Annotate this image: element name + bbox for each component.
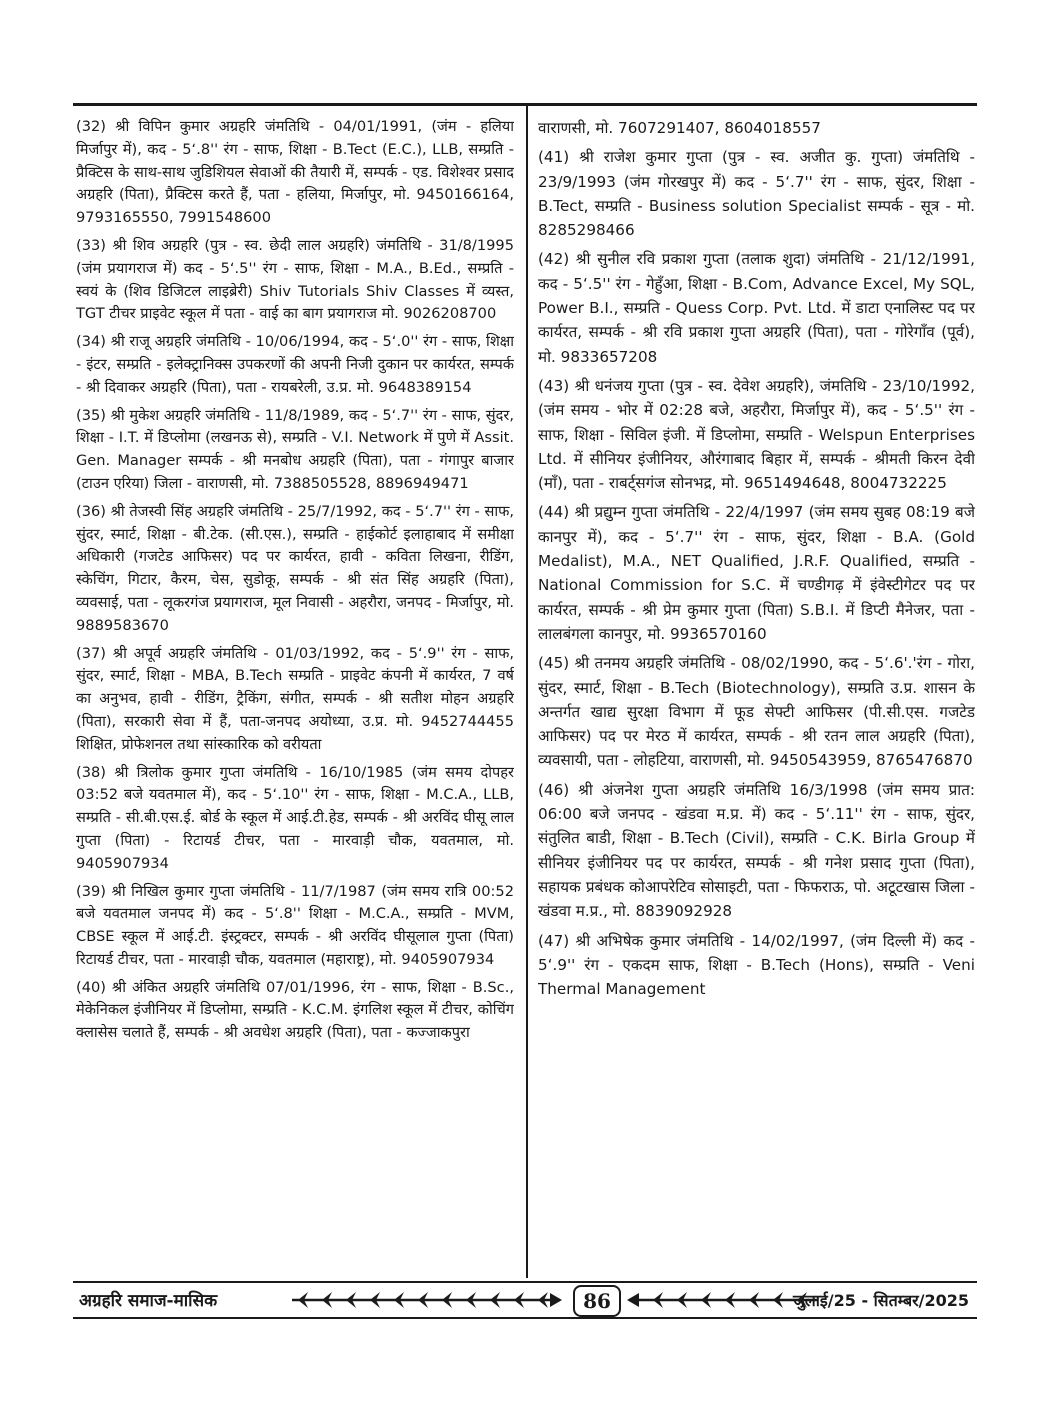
entry-46: (46) श्री अंजनेश गुप्ता अग्रहरि जंमतिथि 16/3/1998 (जंम समय प्रात: 06:00 बजे जनपद - खंडवा म.प्र. में) कद - 5ʻ.11'' रंग - साफ, सुंदर, संतुलित बाडी, शिक्षा - B.Tech (Civil), सम्प्रति - C.K. Birla Group में सीनियर इंजीनियर पद पर कार्यरत, सम्पर्क - श्री गनेश प्रसाद गुप्ता (पिता), सहायक प्रबंधक कोआपरेटिव सोसाइटी, पता - फिफराऊ, पो. अटूटखास जिला - खंडवा म.प्र., मो. 8839092928	[538, 780, 975, 921]
entry-44: (44) श्री प्रद्युम्न गुप्ता जंमतिथि - 22/4/1997 (जंम समय सुबह 08:19 बजे कानपुर में), कद - 5ʻ.7'' रंग - साफ, सुंदर, शिक्षा - B.A. (Gold Medalist), M.A., NET Qualified, J.R.F. Qualified, सम्प्रति - National Commission for S.C. में चण्डीगढ़ में इंवेस्टीगेटर पद पर कार्यरत, सम्पर्क - श्री प्रेम कुमार गुप्ता (पिता) S.B.I. में डिप्टी मैनेजर, पता - लालबंगला कानपुर, मो. 9936570160	[538, 503, 975, 643]
left-column	[76, 116, 514, 1278]
vine-ornament-right	[625, 1289, 821, 1311]
issue-date: जुलाई/25 - सितम्बर/2025	[793, 1291, 969, 1310]
entry-47: (47) श्री अभिषेक कुमार जंमतिथि - 14/02/1997, (जंम दिल्ली में) कद - 5ʻ.9'' रंग - एकदम साफ, शिक्षा - B.Tech (Hons), सम्प्रति - Veni Thermal Management	[538, 931, 975, 999]
magazine-title: अग्रहरि समाज-मासिक	[79, 1291, 218, 1311]
entry-33: (33) श्री शिव अग्रहरि (पुत्र - स्व. छेदी लाल अग्रहरि) जंमतिथि - 31/8/1995 (जंम प्रयागराज में) कद - 5ʻ.5'' रंग - साफ, शिक्षा - M.A., B.Ed., सम्प्रति - स्वयं के (शिव डिजिटल लाइब्रेरी) Shiv Tutorials Shiv Classes में व्यस्त, TGT टीचर प्राइवेट स्कूल में पता - वाई का बाग प्रयागराज मो. 9026208700	[76, 236, 514, 323]
entry-40-continued: वाराणसी, मो. 7607291407, 8604018557	[538, 119, 821, 137]
vine-ornament-left	[288, 1289, 564, 1311]
entry-32: (32) श्री विपिन कुमार अग्रहरि जंमतिथि - 04/01/1991, (जंम - हलिया मिर्जापुर में), कद - 5ʻ.8'' रंग - साफ, शिक्षा - B.Tect (E.C.), LLB, सम्प्रति - प्रैक्टिस के साथ-साथ जुडिशियल सेवाओं की तैयारी में, सम्पर्क - एड. विशेश्वर प्रसाद अग्रहरि (पिता), प्रैक्टिस करते हैं, पता - हलिया, मिर्जापुर, मो. 9450166164, 9793165550, 7991548600	[76, 118, 514, 227]
page-number: 86	[573, 1285, 621, 1317]
entry-37: (37) श्री अपूर्व अग्रहरि जंमतिथि - 01/03/1992, कद - 5ʻ.9'' रंग - साफ, सुंदर, स्मार्ट, शिक्षा - MBA, B.Tech सम्प्रति - प्राइवेट कंपनी में कार्यरत, 7 वर्ष का अनुभव, हावी - रीडिंग, ट्रैकिंग, संगीत, सम्पर्क - श्री सतीश मोहन अग्रहरि (पिता), सरकारी सेवा में हैं, पता-जनपद अयोध्या, उ.प्र. मो. 9452744455 शिक्षित, प्रोफेशनल तथा सांस्कारिक को वरीयता	[76, 644, 514, 753]
entry-38: (38) श्री त्रिलोक कुमार गुप्ता जंमतिथि - 16/10/1985 (जंम समय दोपहर 03:52 बजे यवतमाल में), कद - 5ʻ.10'' रंग - साफ, शिक्षा - M.C.A., LLB, सम्प्रति - सी.बी.एस.ई. बोर्ड के स्कूल में आई.टी.हेड, सम्पर्क - श्री अरविंद घीसू लाल गुप्ता (पिता) - रिटायर्ड टीचर, पता - मारवाड़ी चौक, यवतमाल, मो. 9405907934	[76, 763, 514, 872]
page-footer	[73, 1281, 977, 1319]
entry-42: (42) श्री सुनील रवि प्रकाश गुप्ता (तलाक शुदा) जंमतिथि - 21/12/1991, कद - 5ʻ.5'' रंग - गेहुँआ, शिक्षा - B.Com, Advance Excel, My SQL, Power B.I., सम्प्रति - Quess Corp. Pvt. Ltd. में डाटा एनालिस्ट पद पर कार्यरत, सम्पर्क - श्री रवि प्रकाश गुप्ता अग्रहरि (पिता), पता - गोरेगाँव (पूर्व), मो. 9833657208	[538, 250, 975, 366]
entry-34: (34) श्री राजू अग्रहरि जंमतिथि - 10/06/1994, कद - 5ʻ.0'' रंग - साफ, शिक्षा - इंटर, सम्प्रति - इलेक्ट्रानिक्स उपकरणों की अपनी निजी दुकान पर कार्यरत, सम्पर्क - श्री दिवाकर अग्रहरि (पिता), पता - रायबरेली, उ.प्र. मो. 9648389154	[76, 333, 514, 396]
entry-35: (35) श्री मुकेश अग्रहरि जंमतिथि - 11/8/1989, कद - 5ʻ.7'' रंग - साफ, सुंदर, शिक्षा - I.T. में डिप्लोमा (लखनऊ से), सम्प्रति - V.I. Network में पुणे में Assit. Gen. Manager सम्पर्क - श्री मनबोध अग्रहरि (पिता), पता - गंगापुर बाजार (टाउन एरिया) जिला - वाराणसी, मो. 7388505528, 8896949471	[76, 406, 514, 492]
top-rule	[73, 103, 977, 106]
entry-40: (40) श्री अंकित अग्रहरि जंमतिथि 07/01/1996, रंग - साफ, शिक्षा - B.Sc., मेकेनिकल इंजीनियर में डिप्लोमा, सम्प्रति - K.C.M. इंगलिश स्कूल में टीचर, कोचिंग क्लासेस चलाते हैं, सम्पर्क - श्री अवधेश अग्रहरि (पिता), पता - कज्जाकपुरा	[76, 978, 514, 1042]
column-divider	[526, 106, 528, 1278]
entry-43: (43) श्री धनंजय गुप्ता (पुत्र - स्व. देवेश अग्रहरि), जंमतिथि - 23/10/1992, (जंम समय - भोर में 02:28 बजे, अहरौरा, मिर्जापुर में), कद - 5ʻ.5'' रंग - साफ, शिक्षा - सिविल इंजी. में डिप्लोमा, सम्प्रति - Welspun Enterprises Ltd. में सीनियर इंजीनियर, औरंगाबाद बिहार में, सम्पर्क - श्रीमती किरन देवी (माँ), पता - राबर्ट्सगंज सोनभद्र, मो. 9651494648, 8004732225	[538, 376, 975, 493]
entry-39: (39) श्री निखिल कुमार गुप्ता जंमतिथि - 11/7/1987 (जंम समय रात्रि 00:52 बजे यवतमाल जनपद में) कद - 5ʻ.8'' शिक्षा - M.C.A., सम्प्रति - MVM, CBSE स्कूल में आई.टी. इंस्ट्रक्टर, सम्पर्क - श्री अरविंद घीसूलाल गुप्ता (पिता) रिटायर्ड टीचर, पता - मारवाड़ी चौक, यवतमाल (महाराष्ट्र), मो. 9405907934	[76, 882, 514, 968]
right-column	[538, 116, 975, 1278]
entry-36: (36) श्री तेजस्वी सिंह अग्रहरि जंमतिथि - 25/7/1992, कद - 5ʻ.7'' रंग - साफ, सुंदर, स्मार्ट, शिक्षा - बी.टेक. (सी.एस.), सम्प्रति - हाईकोर्ट इलाहाबाद में समीक्षा अधिकारी (गजटेड आफिसर) पद पर कार्यरत, हावी - कविता लिखना, रीडिंग, स्केचिंग, गिटार, कैरम, चेस, सुडोकू, सम्पर्क - श्री संत सिंह अग्रहरि (पिता), व्यवसाई, पता - लूकरगंज प्रयागराज, मूल निवासी - अहरौरा, जनपद - मिर्जापुर, मो. 9889583670	[76, 502, 514, 634]
entry-41: (41) श्री राजेश कुमार गुप्ता (पुत्र - स्व. अजीत कु. गुप्ता) जंमतिथि - 23/9/1993 (जंम गोरखपुर में) कद - 5ʻ.7'' रंग - साफ, सुंदर, शिक्षा - B.Tect, सम्प्रति - Business solution Specialist सम्पर्क - सूत्र - मो. 8285298466	[538, 148, 975, 240]
entry-45: (45) श्री तनमय अग्रहरि जंमतिथि - 08/02/1990, कद - 5ʻ.6'.'रंग - गोरा, सुंदर, स्मार्ट, शिक्षा - B.Tech (Biotechnology), सम्प्रति उ.प्र. शासन के अन्तर्गत खाद्य सुरक्षा विभाग में फूड सेफ्टी आफिसर (पी.सी.एस. गजटेड आफिसर) पद पर मेरठ में कार्यरत, सम्पर्क - श्री रतन लाल अग्रहरि (पिता), व्यवसायी, पता - लोहटिया, वाराणसी, मो. 9450543959, 8765476870	[538, 654, 975, 770]
